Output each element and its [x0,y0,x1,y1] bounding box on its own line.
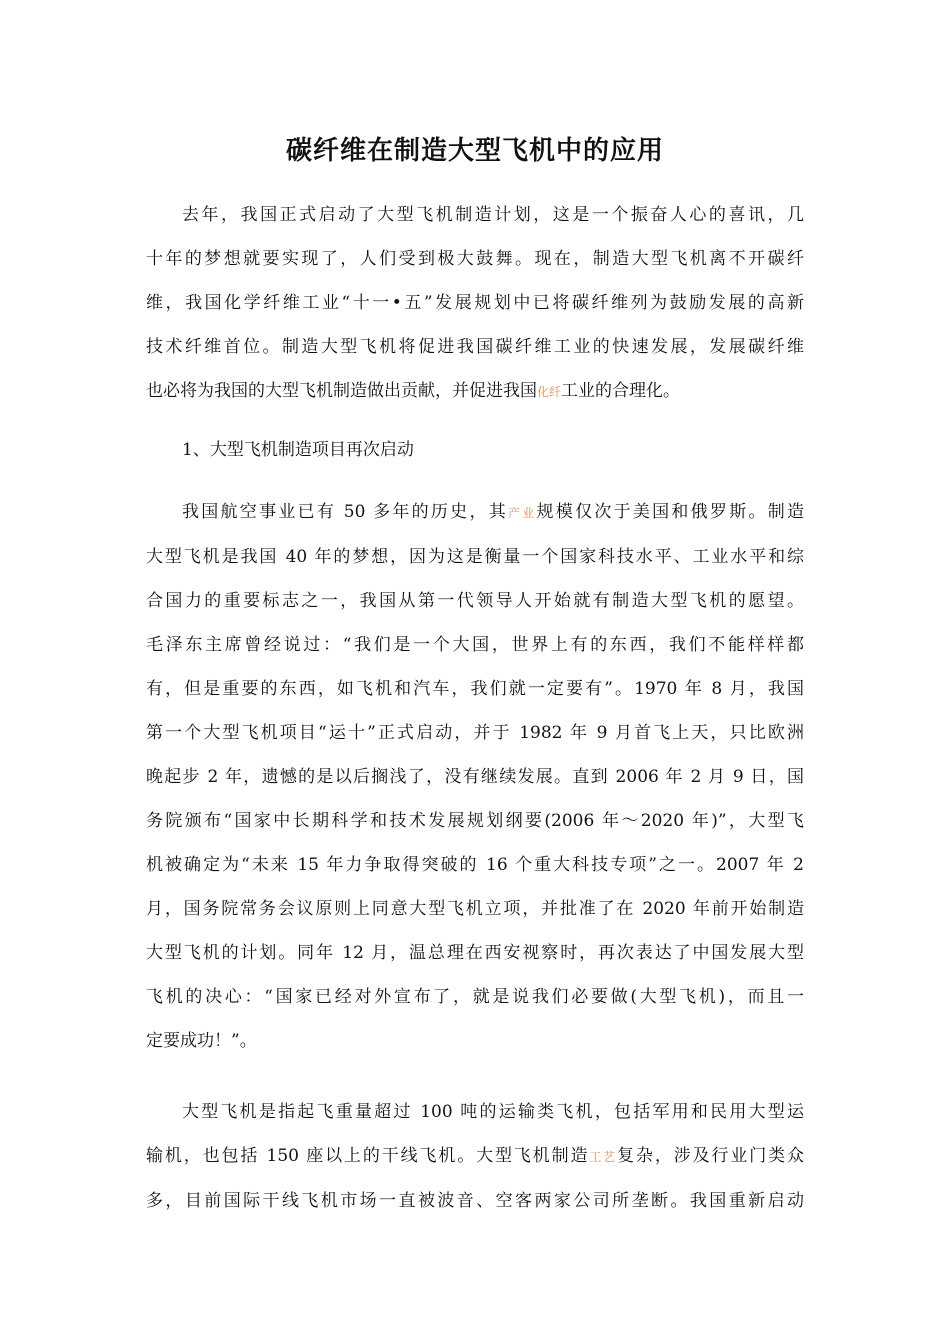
text-line: 有，但是重要的东西，如飞机和汽车，我们就一定要有”。1970 年 8 月，我国 [146,679,804,699]
text-segment: 我国航空事业已有 50 多年的历史，其 [182,502,508,522]
document-title: 碳纤维在制造大型飞机中的应用 [285,136,664,166]
text-line: 飞机的决心：“国家已经对外宣布了，就是说我们必要做(大型飞机)，而且一 [146,987,804,1007]
paragraph-intro [146,193,804,414]
text-segment: 工业的合理化。 [561,381,681,401]
text-segment: 规模仅次于美国和俄罗斯。制造 [536,502,804,522]
text-line: 十年的梦想就要实现了，人们受到极大鼓舞。现在，制造大型飞机离不开碳纤 [146,249,804,269]
text-segment: 也必将为我国的大型飞机制造做出贡献，并促进我国 [146,381,537,401]
text-line: 技术纤维首位。制造大型飞机将促进我国碳纤维工业的快速发展，发展碳纤维 [146,337,804,357]
text-line: 合国力的重要标志之一，我国从第一代领导人开始就有制造大型飞机的愿望。 [146,591,804,611]
text-line [146,490,804,535]
text-line: 去年，我国正式启动了大型飞机制造计划，这是一个振奋人心的喜讯，几 [182,205,804,225]
text-line [146,369,804,414]
text-line: 大型飞机是我国 40 年的梦想，因为这是衡量一个国家科技水平、工业水平和综 [146,547,804,567]
text-segment: 输机，也包括 150 座以上的干线飞机。大型飞机制造 [146,1146,590,1166]
paragraph-definition [146,1090,804,1223]
text-line: 务院颁布“国家中长期科学和技术发展规划纲要(2006 年～2020 年)”，大型飞 [146,811,804,831]
text-segment: 复杂，涉及行业门类众 [617,1146,804,1166]
highlight-keyword: 化纤 [537,385,562,399]
text-line: 多，目前国际干线飞机市场一直被波音、空客两家公司所垄断。我国重新启动 [146,1191,804,1211]
highlight-keyword: 产业 [507,506,537,520]
paragraph-history [146,490,804,1063]
section-heading: 1、大型飞机制造项目再次启动 [182,440,414,460]
text-line: 定要成功！”。 [146,1031,257,1051]
text-line [146,1134,804,1179]
highlight-keyword: 工艺 [589,1150,618,1164]
text-line: 第一个大型飞机项目“运十”正式启动，并于 1982 年 9 月首飞上天，只比欧洲 [146,723,804,743]
text-line: 毛泽东主席曾经说过：“我们是一个大国，世界上有的东西，我们不能样样都 [146,635,804,655]
text-line: 机被确定为“未来 15 年力争取得突破的 16 个重大科技专项”之一。2007 年 2 [146,855,804,875]
text-line: 月，国务院常务会议原则上同意大型飞机立项，并批准了在 2020 年前开始制造 [146,899,804,919]
text-line: 晚起步 2 年，遗憾的是以后搁浅了，没有继续发展。直到 2006 年 2 月 9 日，国 [146,767,804,787]
text-line: 大型飞机是指起飞重量超过 100 吨的运输类飞机，包括军用和民用大型运 [182,1102,804,1122]
text-line: 维，我国化学纤维工业“十一•五”发展规划中已将碳纤维列为鼓励发展的高新 [146,293,804,313]
text-line: 大型飞机的计划。同年 12 月，温总理在西安视察时，再次表达了中国发展大型 [146,943,804,963]
